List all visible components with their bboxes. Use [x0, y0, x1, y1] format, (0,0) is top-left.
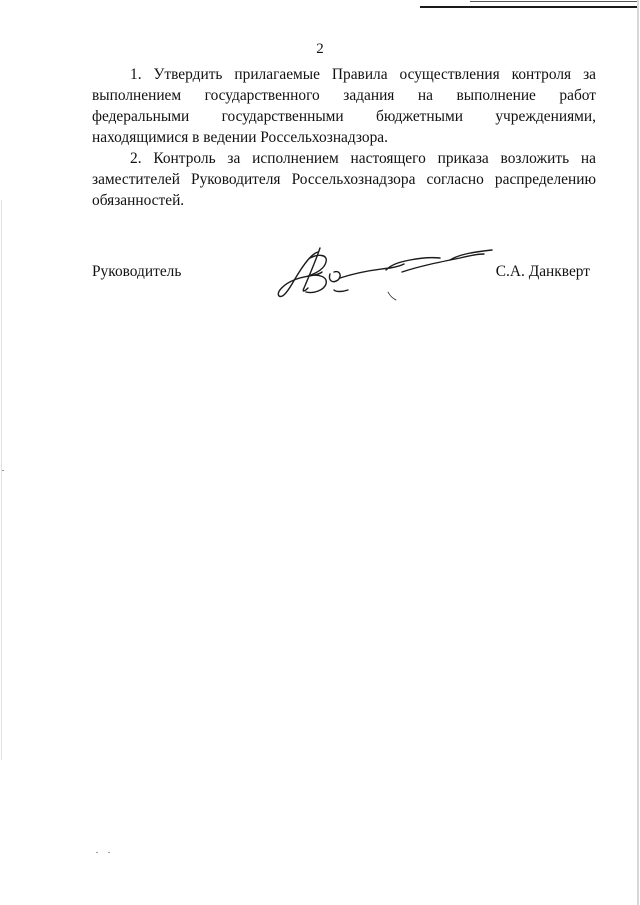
- scan-border-line: [420, 6, 638, 8]
- paragraph-2: 2. Контроль за исполнением настоящего приказа возложить на заместителей Руководителя Россельхознадзора согласно распределению обязанностей.: [92, 150, 596, 209]
- handwritten-signature-icon: [270, 240, 500, 302]
- signer-title: Руководитель: [92, 263, 182, 280]
- scan-edge-left: [1, 200, 2, 760]
- scan-speck: [108, 852, 110, 853]
- paragraph-1: 1. Утвердить прилагаемые Правила осуществления контроля за выполнением государственного задания на выполнение работ федеральными государственными бюджетными учреждениями, находящимися в ведении Россельхознадзора.: [92, 66, 596, 146]
- page-number: 2: [316, 41, 324, 57]
- signer-name: С.А. Данкверт: [495, 263, 590, 280]
- document-body: [92, 64, 596, 211]
- scan-speck: [2, 470, 4, 471]
- scan-border-line-thin: [470, 1, 638, 2]
- scan-speck: [96, 852, 98, 853]
- scan-edge-right: [637, 0, 639, 905]
